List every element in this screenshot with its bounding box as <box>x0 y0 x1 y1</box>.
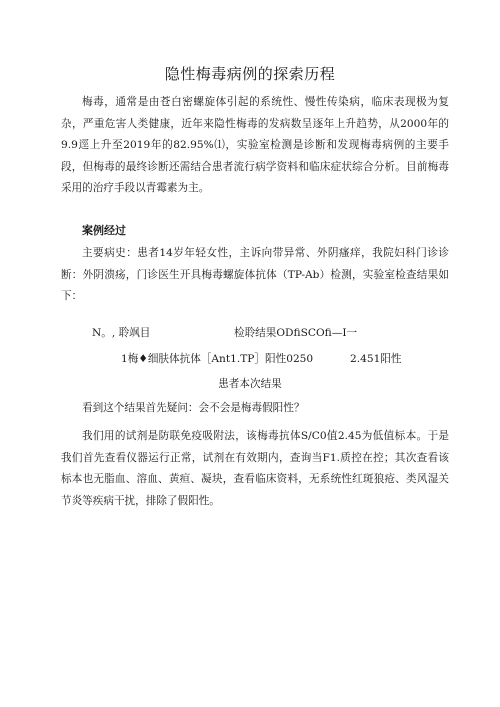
intro-paragraph: 梅毒，通常是由苍白密螺旋体引起的系统性、慢性传染病，临床表现极为复杂，严重危害人类健康，近年来隐性梅毒的发病数呈逐年上升趋势，从2000年的9.9逕上升至2019年的82.95%⑴，实验室检测是诊断和发现梅毒病例的主要手段，但梅毒的最终诊断还需结合患者流行病学资料和临床症状综合分析。目前梅毒采用的治疗手段以青霉素为主。 <box>61 96 449 194</box>
result-caption: 患者本次结果 <box>218 378 282 390</box>
result-table-header-left: N。, 聆飒目 <box>92 327 151 339</box>
result-table-row-left: 1梅♦细肤体抗体［Ant1.TP］阳性0250 <box>121 353 314 365</box>
analysis-paragraph: 我们用的试剂是防联免疫吸附法，该梅毒抗体S/C0值2.45为低值标本。于是我们首先查看仪器运行正常，试剂在有效期内，查询当F1.质控在控；其次查看该标本也无脂血、溶血、黄疸、凝块，查看临床资料，无系统性红斑狼疮、类风湿关节炎等疾病干扰，排除了假阳性。 <box>61 430 449 507</box>
question-paragraph: 看到这个结果首先疑问：会不会是梅毒假阳性？ <box>82 402 305 414</box>
case-history-paragraph: 主要病史：患者14岁年轻女性，主诉向带异常、外阴瘙痒，我院妇科门诊诊断：外阴溃疡，门诊医生开具梅毒螺旋体抗体（TP-Ab）检测，实验室检查结果如下： <box>61 247 449 302</box>
document-title: 隐性梅毒病例的探索历程 <box>164 65 336 83</box>
result-table-header-right: 检聆结果ODfiSCOfi—I一 <box>234 327 358 339</box>
result-table-row-right: 2.451阳性 <box>350 353 402 365</box>
case-heading: 案例经过 <box>82 224 126 237</box>
